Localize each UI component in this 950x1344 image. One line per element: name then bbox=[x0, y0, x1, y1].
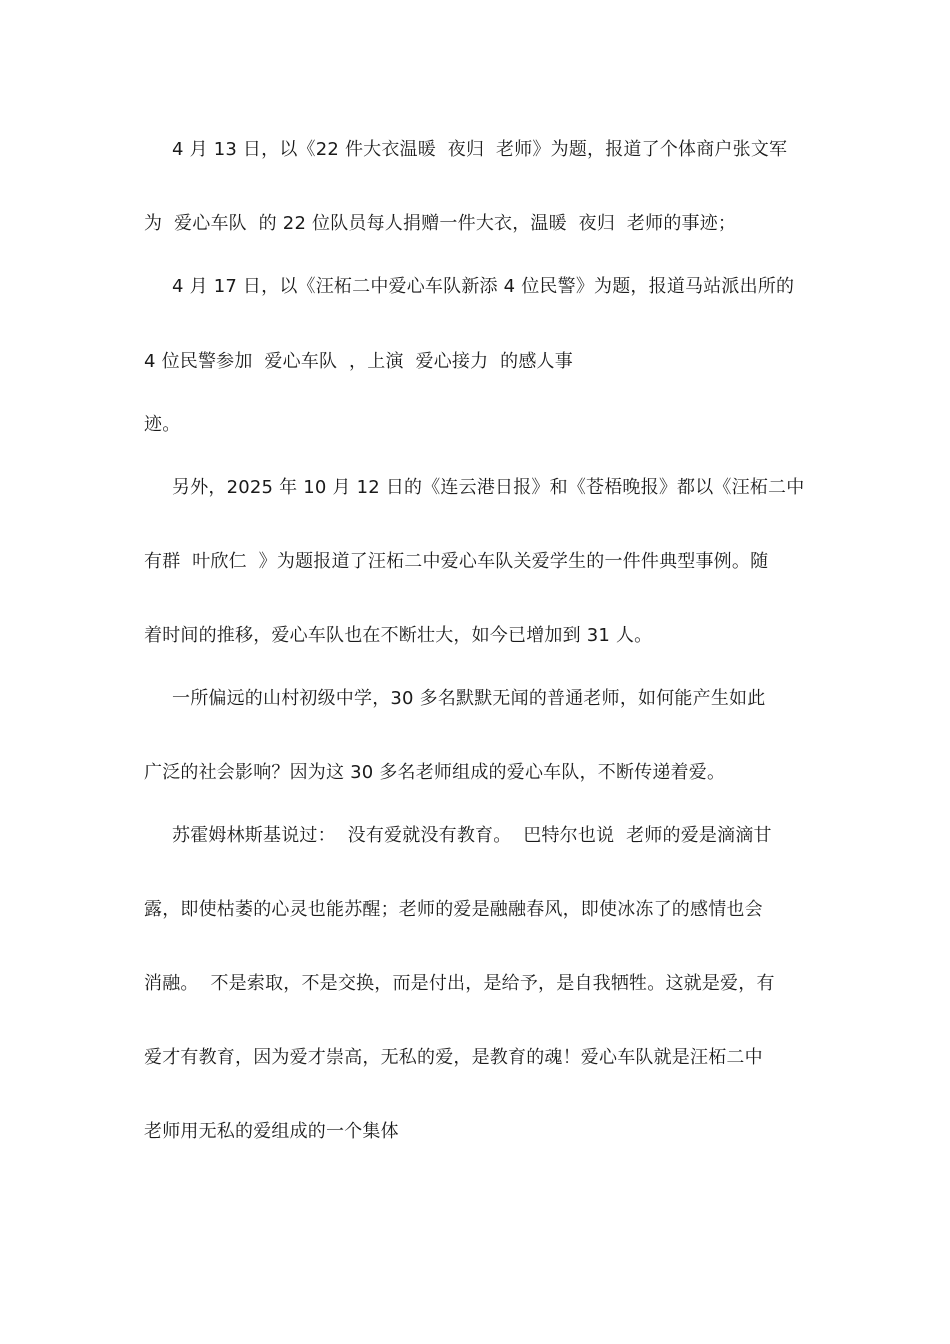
paragraph-line: 苏霍姆林斯基说过： 没有爱就没有教育。 巴特尔也说 老师的爱是滴滴甘 bbox=[172, 825, 772, 846]
paragraph-line: 消融。 不是索取，不是交换，而是付出，是给予，是自我牺牲。这就是爱，有 bbox=[144, 973, 775, 994]
paragraph-line: 4 位民警参加 爱心车队 ，上演 爱心接力 的感人事 bbox=[144, 351, 573, 372]
paragraph-line: 着时间的推移，爱心车队也在不断壮大，如今已增加到 31 人。 bbox=[144, 625, 653, 646]
paragraph-line: 老师用无私的爱组成的一个集体 bbox=[144, 1121, 399, 1142]
paragraph-line: 另外，2025 年 10 月 12 日的《连云港日报》和《苍梧晚报》都以《汪柘二中 bbox=[172, 477, 805, 498]
paragraph-line: 4 月 13 日，以《22 件大衣温暖 夜归 老师》为题，报道了个体商户张文军 bbox=[172, 139, 788, 160]
paragraph-line: 爱才有教育，因为爱才崇高，无私的爱，是教育的魂！爱心车队就是汪柘二中 bbox=[144, 1047, 763, 1068]
paragraph-line: 为 爱心车队 的 22 位队员每人捐赠一件大衣，温暖 夜归 老师的事迹； bbox=[144, 213, 737, 234]
paragraph-line: 露，即使枯萎的心灵也能苏醒；老师的爱是融融春风，即使冰冻了的感情也会 bbox=[144, 899, 763, 920]
paragraph-line: 有群 叶欣仁 》为题报道了汪柘二中爱心车队关爱学生的一件件典型事例。随 bbox=[144, 551, 769, 572]
paragraph-line: 一所偏远的山村初级中学，30 多名默默无闻的普通老师，如何能产生如此 bbox=[172, 688, 766, 709]
paragraph-line: 广泛的社会影响？因为这 30 多名老师组成的爱心车队，不断传递着爱。 bbox=[144, 762, 726, 783]
paragraph-line: 4 月 17 日，以《汪柘二中爱心车队新添 4 位民警》为题，报道马站派出所的 bbox=[172, 276, 795, 297]
paragraph-line: 迹。 bbox=[144, 414, 181, 435]
